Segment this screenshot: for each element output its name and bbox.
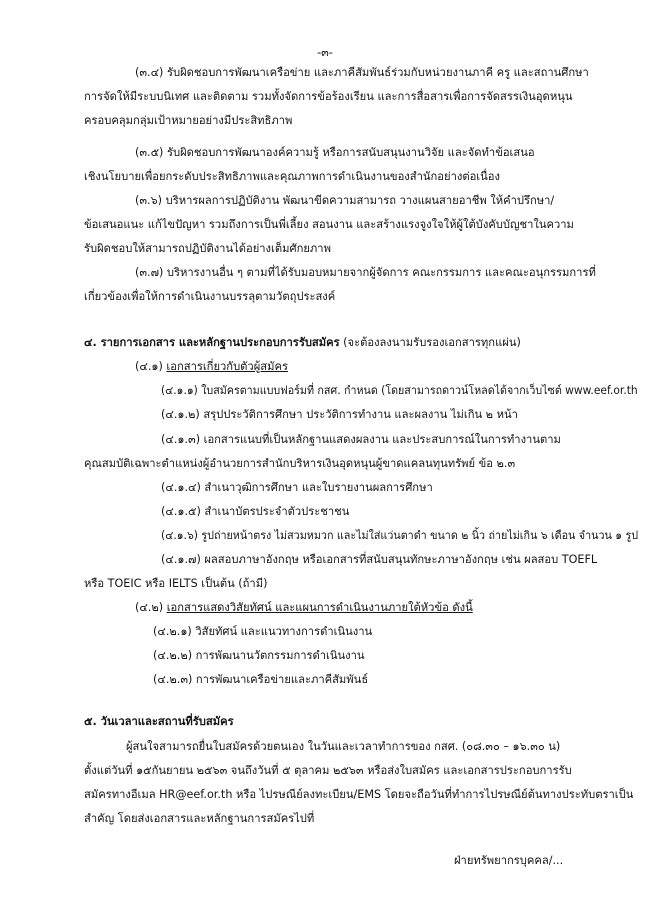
duty-3-5-line-2: เชิงนโยบายเพื่อยกระดับประสิทธิภาพและคุณภาพการดำเนินงานของสำนักอย่างต่อเนื่อง: [84, 170, 500, 183]
item-4-1-2: (๔.๑.๒) สรุปประวัติการศึกษา ประวัติการทำงาน และผลงาน ไม่เกิน ๒ หน้า: [161, 408, 518, 421]
item-4-2-2: (๔.๒.๒) การพัฒนานวัตกรรมการดำเนินงาน: [153, 649, 365, 662]
item-4-1-6: (๔.๑.๖) รูปถ่ายหน้าตรง ไม่สวมหมวก และไม่ใส่แว่นตาดำ ขนาด ๒ นิ้ว ถ่ายไม่เกิน ๖ เดือน จำนวน ๑ รูป: [161, 529, 639, 542]
subsection-4-1-number: (๔.๑): [135, 360, 167, 373]
duty-3-7-line-2: เกี่ยวข้องเพื่อให้การดำเนินงานบรรลุตามวัตถุประสงค์: [84, 290, 336, 303]
item-4-1-3-line-2: คุณสมบัติเฉพาะตำแหน่งผู้อำนวยการสำนักบริหารเงินอุดหนุนผู้ขาดแคลนทุนทรัพย์ ข้อ ๒.๓: [84, 457, 516, 470]
subsection-4-1-title: เอกสารเกี่ยวกับตัวผู้สมัคร: [166, 360, 288, 373]
item-4-1-4: (๔.๑.๔) สำเนาวุฒิการศึกษา และใบรายงานผลการศึกษา: [161, 481, 433, 494]
subsection-4-1-heading: [135, 359, 288, 375]
section-4-heading: [84, 335, 521, 351]
duty-3-4-line-3: ครอบคลุมกลุ่มเป้าหมายอย่างมีประสิทธิภาพ: [84, 114, 293, 127]
duty-3-4-line-1: (๓.๔) รับผิดชอบการพัฒนาเครือข่าย และภาคีสัมพันธ์ร่วมกับหน่วยงานภาคี ครู และสถานศึกษา: [135, 66, 589, 79]
section-5-line-4: สำคัญ โดยส่งเอกสารและหลักฐานการสมัครไปที่: [84, 812, 315, 825]
page-footer-continuation: ฝ่ายทรัพยากรบุคคล/...: [454, 854, 564, 867]
item-4-2-1: (๔.๒.๑) วิสัยทัศน์ และแนวทางการดำเนินงาน: [153, 625, 373, 638]
section-5-line-3: สมัครทางอีเมล HR@eef.or.th หรือ ไปรษณีย์ลงทะเบียน/EMS โดยจะถือวันที่ทำการไปรษณีย์ต้นทางประทับตราเป็น: [84, 788, 634, 801]
item-4-1-5: (๔.๑.๕) สำเนาบัตรประจำตัวประชาชน: [161, 505, 350, 518]
item-4-1-3-line-1: (๔.๑.๓) เอกสารแนบที่เป็นหลักฐานแสดงผลงาน และประสบการณ์ในการทำงานตาม: [161, 433, 561, 446]
duty-3-4-line-2: การจัดให้มีระบบนิเทศ และติดตาม รวมทั้งจัดการข้อร้องเรียน และการสื่อสารเพื่อการจัดสรรเงินอุดหนุน: [84, 90, 573, 103]
item-4-1-1: (๔.๑.๑) ใบสมัครตามแบบฟอร์มที่ กสศ. กำหนด (โดยสามารถดาวน์โหลดได้จากเว็บไซต์ www.eef.or.th: [161, 384, 638, 397]
duty-3-7-line-1: (๓.๗) บริหารงานอื่น ๆ ตามที่ได้รับมอบหมายจากผู้จัดการ คณะกรรมการ และคณะอนุกรรมการที่: [135, 266, 596, 279]
duty-3-6-line-3: รับผิดชอบให้สามารถปฏิบัติงานได้อย่างเต็มศักยภาพ: [84, 242, 331, 255]
section-4-heading-title: ๔. รายการเอกสาร และหลักฐานประกอบการรับสมัคร: [84, 336, 340, 349]
subsection-4-2-heading: [135, 600, 473, 616]
section-5-heading: ๕. วันเวลาและสถานที่รับสมัคร: [84, 715, 234, 728]
section-5-line-1: ผู้สนใจสามารถยื่นใบสมัครด้วยตนเอง ในวันและเวลาทำการของ กสศ. (๐๘.๓๐ – ๑๖.๓๐ น): [126, 740, 561, 753]
section-5-line-2: ตั้งแต่วันที่ ๑๕กันยายน ๒๕๖๓ จนถึงวันที่ ๕ ตุลาคม ๒๕๖๓ หรือส่งใบสมัคร และเอกสารประกอบการรับ: [84, 764, 572, 777]
duty-3-5-line-1: (๓.๕) รับผิดชอบการพัฒนาองค์ความรู้ หรือการสนับสนุนงานวิจัย และจัดทำข้อเสนอ: [135, 146, 535, 159]
duty-3-6-line-1: (๓.๖) บริหารผลการปฏิบัติงาน พัฒนาขีดความสามารถ วางแผนสายอาชีพ ให้คำปรึกษา/: [135, 194, 555, 207]
subsection-4-2-number: (๔.๒): [135, 601, 167, 614]
subsection-4-2-title: เอกสารแสดงวิสัยทัศน์ และแผนการดำเนินงานภายใต้หัวข้อ ดังนี้: [166, 601, 473, 614]
section-4-heading-note: (จะต้องลงนามรับรองเอกสารทุกแผ่น): [339, 336, 521, 349]
item-4-2-3: (๔.๒.๓) การพัฒนาเครือข่ายและภาคีสัมพันธ์: [153, 673, 369, 686]
item-4-1-7-line-2: หรือ TOEIC หรือ IELTS เป็นต้น (ถ้ามี): [84, 577, 268, 590]
item-4-1-7-line-1: (๔.๑.๗) ผลสอบภาษาอังกฤษ หรือเอกสารที่สนับสนุนทักษะภาษาอังกฤษ เช่น ผลสอบ TOEFL: [161, 553, 598, 566]
duty-3-6-line-2: ข้อเสนอแนะ แก้ไขปัญหา รวมถึงการเป็นพี่เลี้ยง สอนงาน และสร้างแรงจูงใจให้ผู้ใต้บังคับบัญชาในความ: [84, 218, 574, 231]
page-number: -๓-: [317, 46, 333, 59]
